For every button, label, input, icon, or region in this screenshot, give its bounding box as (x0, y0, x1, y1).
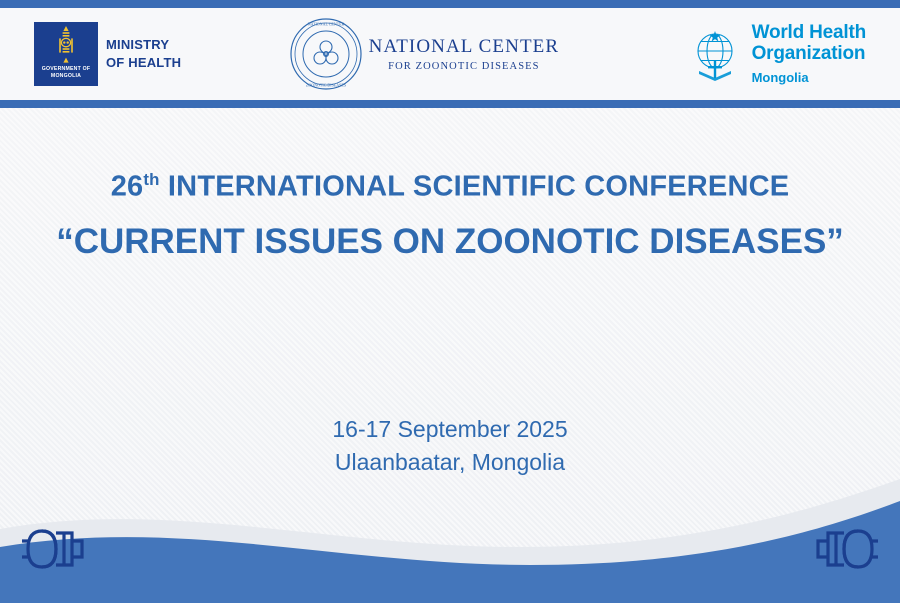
nczd-line1: NATIONAL CENTER (368, 35, 560, 57)
who-line2: Organization (751, 42, 866, 64)
conference-number: 26 (110, 170, 144, 203)
svg-text:NATIONAL CENTER: NATIONAL CENTER (307, 21, 344, 27)
nczd-seal-icon (289, 17, 363, 91)
ministry-of-health-logo (34, 22, 181, 86)
who-line1: World Health (751, 22, 866, 44)
event-date: 16-17 September 2025 (332, 416, 568, 442)
who-country-label: Mongolia (751, 69, 809, 85)
svg-text:ZOONOTIC DISEASES: ZOONOTIC DISEASES (305, 82, 346, 88)
mongolia-government-emblem-icon (34, 22, 98, 86)
title-block (0, 170, 900, 264)
logo-header (0, 8, 900, 100)
emblem-caption (34, 66, 98, 80)
conference-ordinal-suffix: th (143, 170, 160, 189)
top-accent-bar (0, 0, 900, 8)
header-divider-bar (0, 100, 900, 108)
moh-line2: OF HEALTH (106, 55, 182, 70)
soyombo-symbol-icon (56, 26, 76, 66)
event-location: Ulaanbaatar, Mongolia (334, 449, 566, 476)
emblem-caption-line2: MONGOLIA (50, 72, 82, 79)
conference-heading (0, 170, 900, 204)
national-center-zoonotic-diseases-logo (289, 17, 559, 91)
ministry-of-health-text (106, 36, 181, 71)
bottom-wave-decoration (0, 443, 900, 603)
mongolian-knot-right-icon (806, 519, 884, 579)
mongolian-knot-left-icon (16, 519, 94, 579)
nczd-line2: FOR ZOONOTIC DISEASES (388, 61, 540, 73)
conference-theme: “CURRENT ISSUES ON ZOONOTIC DISEASES” (56, 221, 844, 261)
emblem-caption-line1: GOVERNMENT OF (41, 65, 91, 72)
who-logo (687, 23, 866, 84)
who-text (752, 23, 866, 84)
conference-heading-text: INTERNATIONAL SCIENTIFIC CONFERENCE (159, 170, 790, 203)
moh-line1: MINISTRY (106, 37, 170, 53)
who-emblem-icon (687, 25, 743, 81)
nczd-text (369, 35, 559, 74)
